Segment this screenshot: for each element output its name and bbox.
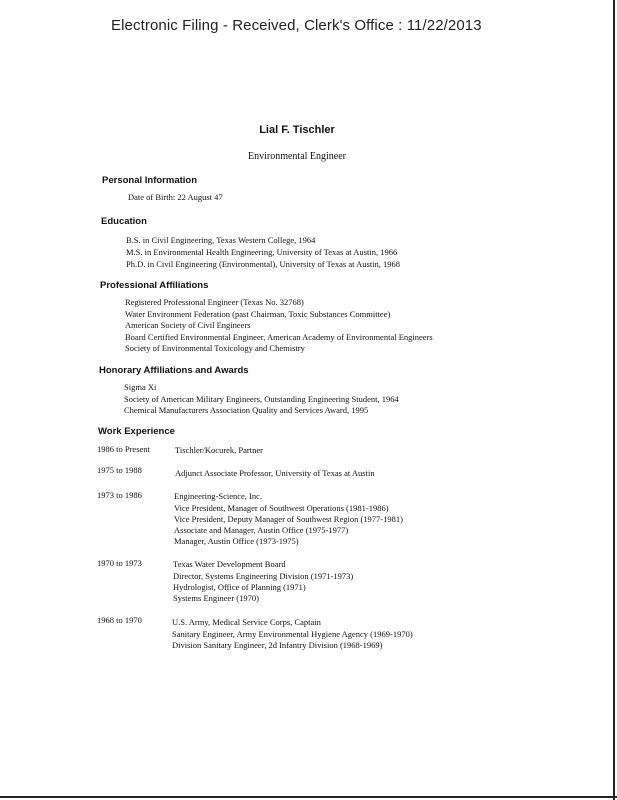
affiliation-line: Board Certified Environmental Engineer, American Academy of Environmental Engineers xyxy=(125,332,433,342)
work-line: U.S. Army, Medical Service Corps, Captain xyxy=(172,617,321,627)
filing-stamp: Electronic Filing - Received, Clerk's Office : 11/22/2013 xyxy=(111,17,482,34)
section-heading-affiliations: Professional Affiliations xyxy=(100,280,209,291)
section-heading-education: Education xyxy=(101,216,147,227)
work-line: Hydrologist, Office of Planning (1971) xyxy=(173,582,306,592)
section-heading-work: Work Experience xyxy=(98,426,175,437)
section-heading-honors: Honorary Affiliations and Awards xyxy=(99,365,249,376)
work-dates: 1975 to 1988 xyxy=(97,465,142,475)
person-title: Environmental Engineer xyxy=(247,151,347,162)
affiliation-line: Society of Environmental Toxicology and Chemistry xyxy=(125,343,305,353)
honor-line: Society of American Military Engineers, Outstanding Engineering Student, 1964 xyxy=(124,394,399,404)
work-line: Manager, Austin Office (1973-1975) xyxy=(174,536,299,546)
work-line: Engineering-Science, Inc. xyxy=(174,491,263,501)
work-line: Director, Systems Engineering Division (1971-1973) xyxy=(173,571,354,581)
work-line: Systems Engineer (1970) xyxy=(173,593,259,603)
person-name: Lial F. Tischler xyxy=(259,124,335,136)
work-line: Sanitary Engineer, Army Environmental Hygiene Agency (1969-1970) xyxy=(172,629,413,639)
page-edge-right xyxy=(613,0,615,800)
affiliation-line: Water Environment Federation (past Chairman, Toxic Substances Committee) xyxy=(125,309,391,319)
honor-line: Sigma Xi xyxy=(124,382,157,392)
work-dates: 1968 to 1970 xyxy=(97,615,142,625)
affiliation-line: American Society of Civil Engineers xyxy=(125,320,251,330)
work-dates: 1973 to 1986 xyxy=(97,490,142,500)
work-line: Adjunct Associate Professor, University of Texas at Austin xyxy=(175,468,375,478)
affiliation-line: Registered Professional Engineer (Texas No. 32768) xyxy=(125,297,304,307)
section-heading-personal: Personal Information xyxy=(102,175,198,186)
work-dates: 1986 to Present xyxy=(97,444,150,454)
page-edge-bottom xyxy=(0,796,617,798)
work-line: Associate and Manager, Austin Office (1975-1977) xyxy=(174,525,349,535)
honor-line: Chemical Manufacturers Association Quality and Services Award, 1995 xyxy=(124,405,369,415)
work-line: Vice President, Manager of Southwest Operations (1981-1986) xyxy=(174,503,389,513)
work-line: Division Sanitary Engineer, 2d Infantry Division (1968-1969) xyxy=(172,640,383,650)
education-line: Ph.D. in Civil Engineering (Environmental), University of Texas at Austin, 1968 xyxy=(126,259,401,269)
work-line: Tischler/Kocurek, Partner xyxy=(175,445,263,455)
personal-line: Date of Birth: 22 August 47 xyxy=(128,192,223,202)
education-line: B.S. in Civil Engineering, Texas Western College, 1964 xyxy=(126,235,316,245)
work-dates: 1970 to 1973 xyxy=(97,558,142,568)
work-line: Texas Water Development Board xyxy=(173,559,286,569)
work-line: Vice President, Deputy Manager of Southwest Region (1977-1981) xyxy=(174,514,403,524)
education-line: M.S. in Environmental Health Engineering, University of Texas at Austin, 1966 xyxy=(126,247,398,257)
